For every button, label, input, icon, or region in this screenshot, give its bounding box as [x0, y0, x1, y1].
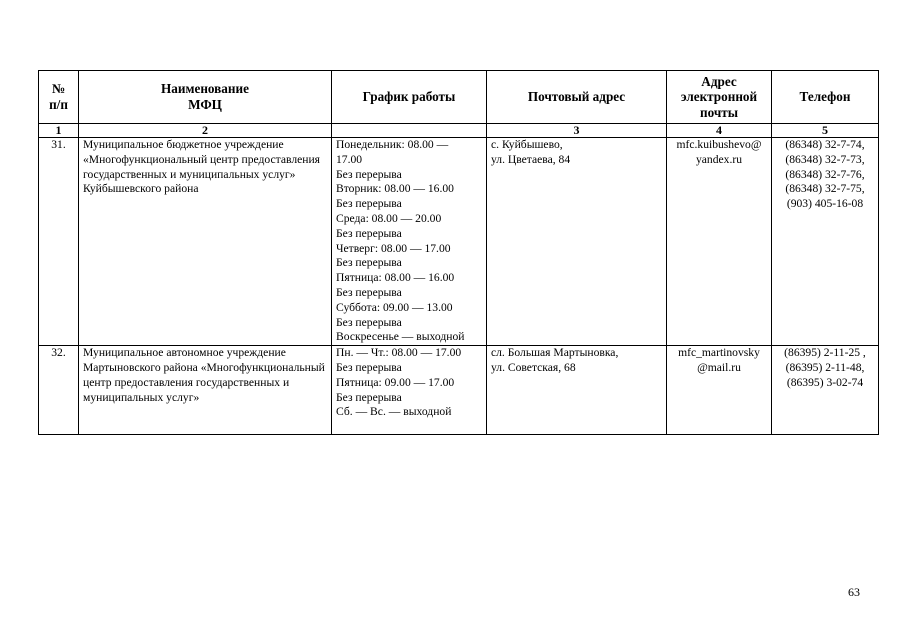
email-line: @mail.ru	[697, 360, 741, 374]
phone-line: (86348) 32-7-74,	[785, 138, 865, 151]
schedule-line: Без перерыва	[336, 285, 402, 299]
header-email-line1: Адрес	[701, 73, 737, 89]
phone-line: (86395) 3-02-74	[786, 375, 864, 389]
column-number-2: 2	[79, 124, 332, 138]
schedule-line: Без перерыва	[336, 197, 402, 211]
table-row	[39, 138, 879, 346]
table-row	[39, 346, 879, 435]
schedule-line: Пятница: 09.00 — 17.00	[336, 375, 455, 389]
schedule-line: Без перерыва	[336, 226, 402, 240]
header-name-line1: Наименование	[161, 81, 249, 97]
page-number: 63	[848, 585, 860, 599]
header-phone: Телефон	[772, 71, 879, 124]
column-number-row	[39, 124, 879, 138]
postal-address	[487, 138, 667, 346]
schedule-line: Без перерыва	[336, 390, 402, 404]
work-schedule	[332, 138, 487, 346]
address-line: сл. Большая Мартыновка,	[491, 346, 619, 360]
header-number-line1: №	[51, 81, 66, 97]
row-number: 32.	[39, 346, 79, 435]
schedule-line: Вторник: 08.00 — 16.00	[336, 182, 454, 196]
column-number-4: 4	[667, 124, 772, 138]
schedule-line: Сб. — Вс. — выходной	[336, 405, 452, 419]
schedule-line: 17.00	[336, 152, 363, 166]
phone-numbers	[772, 138, 879, 346]
phone-line: (86395) 2-11-48,	[785, 360, 865, 374]
header-schedule: График работы	[332, 71, 487, 124]
schedule-line: Воскресенье — выходной	[336, 330, 465, 344]
phone-numbers	[772, 346, 879, 435]
mfc-name: Муниципальное автономное учреждение Мартыновского района «Многофункциональный центр предоставления государственных и муниципальных услуг»	[79, 346, 332, 435]
phone-line: (903) 405-16-08	[786, 197, 864, 211]
schedule-line: Без перерыва	[336, 256, 402, 270]
header-email-line3: почты	[699, 104, 739, 120]
column-number-1: 1	[39, 124, 79, 138]
work-schedule	[332, 346, 487, 435]
column-number-empty	[332, 124, 487, 138]
schedule-line: Без перерыва	[336, 315, 402, 329]
header-row	[39, 71, 879, 124]
header-number-line2: п/п	[49, 97, 68, 112]
header-name	[79, 71, 332, 124]
address-line: ул. Цветаева, 84	[491, 152, 571, 166]
schedule-line: Пн. — Чт.: 08.00 — 17.00	[336, 346, 462, 360]
schedule-line: Суббота: 09.00 — 13.00	[336, 300, 453, 314]
phone-line: (86348) 32-7-73,	[785, 152, 865, 166]
email-address	[667, 346, 772, 435]
schedule-line: Понедельник: 08.00 —	[336, 138, 449, 151]
phone-line: (86395) 2-11-25 ,	[784, 346, 866, 360]
address-line: с. Куйбышево,	[491, 138, 563, 151]
schedule-line: Пятница: 08.00 — 16.00	[336, 271, 455, 285]
email-line: mfc.kuibushevo@	[676, 138, 762, 151]
postal-address	[487, 346, 667, 435]
schedule-line: Четверг: 08.00 — 17.00	[336, 241, 451, 255]
mfc-table	[38, 70, 879, 435]
header-email	[667, 71, 772, 124]
phone-line: (86348) 32-7-76,	[785, 167, 865, 181]
email-line: mfc_martinovsky	[678, 346, 760, 360]
header-name-line2: МФЦ	[188, 97, 222, 112]
header-postal-address: Почтовый адрес	[487, 71, 667, 124]
header-email-line2: электронной	[680, 89, 758, 105]
address-line: ул. Советская, 68	[491, 360, 576, 374]
row-number: 31.	[39, 138, 79, 346]
column-number-3: 3	[487, 124, 667, 138]
schedule-line: Без перерыва	[336, 360, 402, 374]
header-number	[39, 71, 79, 124]
schedule-line: Без перерыва	[336, 167, 402, 181]
mfc-name: Муниципальное бюджетное учреждение «Многофункциональный центр предоставления государственных и муниципальных услуг» Куйбышевского района	[79, 138, 332, 346]
column-number-5: 5	[772, 124, 879, 138]
email-line: yandex.ru	[695, 152, 743, 166]
phone-line: (86348) 32-7-75,	[785, 182, 865, 196]
schedule-line: Среда: 08.00 — 20.00	[336, 211, 442, 225]
email-address	[667, 138, 772, 346]
